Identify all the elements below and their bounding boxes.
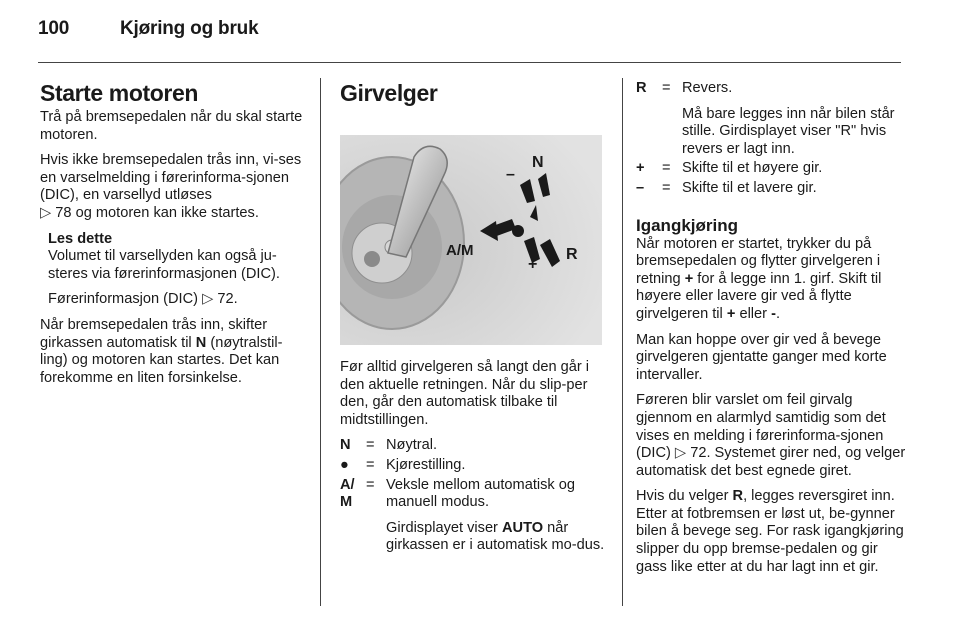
figure-label-minus: – xyxy=(506,166,515,183)
definition-value: Kjørestilling. xyxy=(386,456,466,473)
gear-r-bold: R xyxy=(732,488,744,505)
gear-selector-illustration xyxy=(340,135,602,345)
figure-label-plus: + xyxy=(528,256,538,273)
section-title-girvelger: Girvelger xyxy=(340,80,438,106)
definition-row xyxy=(636,160,906,178)
column-starte-motoren xyxy=(40,80,310,395)
header-divider xyxy=(38,62,901,63)
definition-row xyxy=(340,457,605,475)
definition-key: ● xyxy=(340,456,349,473)
definition-value: Skifte til et lavere gir. xyxy=(682,179,817,196)
figure-label-n: N xyxy=(532,154,544,171)
paragraph: Hvis du velger R, legges reversgiret inn. Etter at fotbremsen er løst ut, be-gynner bilen å bevege seg. For rask igangkjøring slipper du opp bremse-pedalen og gir gass like etter at du har lagt inn et gir. xyxy=(636,488,904,575)
triangle-right-icon: ▷ xyxy=(40,204,52,221)
definition-key: – xyxy=(636,179,645,196)
section-title-igangkjoring: Igangkjøring xyxy=(636,215,738,235)
definition-key: N xyxy=(340,437,351,454)
triangle-right-icon: ▷ xyxy=(202,291,214,308)
definition-extra: Girdisplayet viser AUTO når girkassen er i automatisk mo-dus. xyxy=(386,519,605,554)
note-box xyxy=(40,231,310,309)
note-paragraph: Førerinformasjon (DIC) ▷ 72. xyxy=(48,291,238,308)
column-girvelger xyxy=(340,80,605,561)
definition-value: Revers. Må bare legges inn når bilen står stille. Girdisplayet viser "R" hvis revers er lagt inn. xyxy=(682,80,906,158)
definition-row xyxy=(340,477,605,555)
paragraph: Når bremsepedalen trås inn, skifter girkassen automatisk til N (nøytralstil-ling) og motoren kan startes. Det kan forekomme en liten forsinkelse. xyxy=(40,316,283,386)
gear-definition-list xyxy=(340,437,605,555)
definition-row xyxy=(636,80,906,158)
definition-eq: = xyxy=(662,160,671,177)
paragraph: Før alltid girvelgeren så langt den går i den aktuelle retningen. Når du slip-per den, går den automatisk tilbake til midtstillingen. xyxy=(340,359,590,428)
definition-eq: = xyxy=(366,437,375,454)
gear-selector-svg xyxy=(340,135,602,345)
note-title: Les dette xyxy=(48,230,113,247)
figure-label-am: A/M xyxy=(446,242,474,259)
definition-key: R xyxy=(636,80,647,96)
triangle-right-icon: ▷ xyxy=(674,445,687,462)
definition-row xyxy=(636,180,906,198)
paragraph: Føreren blir varslet om feil girvalg gjennom en alarmlyd samtidig som det vises en melding i førerinforma-sjonen (DIC) ▷ 72. Systemet girer ned, og velger automatisk det best egnede giret. xyxy=(636,392,906,479)
note-paragraph: Volumet til varsellyden kan også ju-steres via førerinformasjonen (DIC). xyxy=(48,248,280,282)
auto-bold: AUTO xyxy=(501,519,544,536)
column-divider-2 xyxy=(622,78,623,606)
paragraph: Man kan hoppe over gir ved å bevege girvelgeren gjentatte ganger med korte intervaller. xyxy=(636,331,887,383)
definition-eq: = xyxy=(366,456,375,473)
gear-definition-list-continued xyxy=(636,80,906,198)
section-title-starte-motoren: Starte motoren xyxy=(40,80,198,106)
column-igangkjoring xyxy=(636,80,906,584)
paragraph: Trå på bremsepedalen når du skal starte motoren. xyxy=(40,109,303,143)
definition-value: Skifte til et høyere gir. xyxy=(682,160,823,177)
definition-eq: = xyxy=(662,179,671,196)
gear-n-bold: N xyxy=(195,334,207,351)
definition-value: Nøytral. xyxy=(386,437,438,454)
definition-value: Veksle mellom automatisk og manuell modus. Girdisplayet viser AUTO når girkassen er i automatisk mo-dus. xyxy=(386,476,605,554)
definition-eq: = xyxy=(366,476,375,493)
chapter-title: Kjøring og bruk xyxy=(120,18,259,39)
paragraph: Hvis ikke bremsepedalen trås inn, vi-ses en varselmelding i førerinforma-sjonen (DIC), en varsellyd utløses ▷ 78 og motoren kan ikke startes. xyxy=(40,152,302,221)
definition-eq: = xyxy=(662,80,671,96)
paragraph: Når motoren er startet, trykker du på bremsepedalen og flytter girvelgeren i retning + for å legge inn 1. girf. Skift til høyere eller lavere gir ved å flytte girvelgeren til + eller -. xyxy=(636,235,882,322)
figure-label-r: R xyxy=(566,246,578,263)
page-number: 100 xyxy=(38,18,70,39)
definition-row xyxy=(340,437,605,455)
definition-key: A/ M xyxy=(340,476,355,511)
definition-extra: Må bare legges inn når bilen står stille. Girdisplayet viser "R" hvis revers er lagt inn. xyxy=(682,105,895,157)
definition-key: + xyxy=(636,160,645,177)
column-divider-1 xyxy=(320,78,321,606)
